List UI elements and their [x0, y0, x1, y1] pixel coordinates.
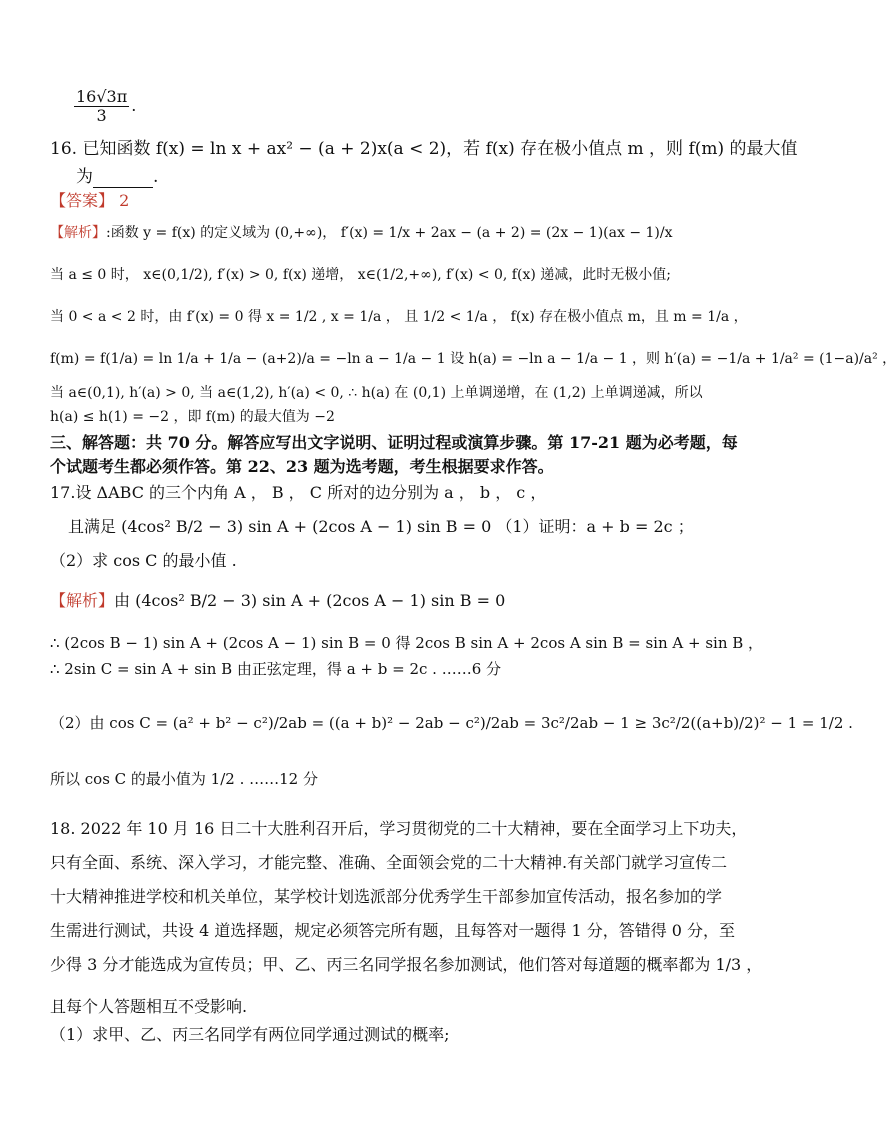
- q17-stem: 17.设 ΔABC 的三个内角 A ， B ， C 所对的边分别为 a ， b ， c ，: [50, 483, 547, 502]
- top-fraction-numerator: 16√3π: [76, 87, 128, 106]
- top-fraction-denominator: 3: [96, 106, 107, 125]
- answer-blank: [93, 171, 153, 188]
- q16-line4: f(m) = f(1/a) = ln 1/a + 1/a − (a+2)/a = −ln a − 1/a − 1 设 h(a) = −ln a − 1/a − 1 ，则 h′(a) = −1/a + 1/a² = (1−a)/a² ，: [50, 351, 896, 367]
- q16-stem2-prefix: 为: [76, 167, 93, 187]
- q17-analysis-label: 【解析】: [50, 591, 115, 610]
- q18-l7: （1）求甲、乙、丙三名同学有两位同学通过测试的概率;: [50, 1025, 450, 1044]
- q18-l2: 只有全面、系统、深入学习，才能完整、准确、全面领会党的二十大精神.有关部门就学习宣传二: [50, 853, 728, 872]
- answer-label: 【答案】: [50, 191, 115, 210]
- top-fraction-tail: .: [131, 96, 137, 115]
- section3-line2: 个试题考生都必须作答。第 22、23 题为选考题，考生根据要求作答。: [50, 457, 554, 476]
- q16-stem2: [76, 166, 796, 188]
- q16-answer: [50, 190, 770, 212]
- top-fraction: [72, 88, 792, 125]
- q18-l5: 少得 3 分才能选成为宣传员；甲、乙、丙三名同学报名参加测试，他们答对每道题的概率都为 1/3 ，: [50, 955, 763, 974]
- q16-line3: 当 0 < a < 2 时，由 f′(x) = 0 得 x = 1/2 , x = 1/a ， 且 1/2 < 1/a ， f(x) 存在极小值点 m，且 m = 1/a ，: [50, 309, 748, 325]
- q17-analysis-line1: [50, 590, 770, 612]
- q17-a5: 所以 cos C 的最小值为 1/2 . ……12 分: [50, 770, 318, 788]
- q18-l6: 且每个人答题相互不受影响.: [50, 997, 248, 1016]
- q17-condition: 且满足 (4cos² B/2 − 3) sin A + (2cos A − 1) sin B = 0 （1）证明：a + b = 2c ；: [68, 517, 694, 536]
- q16-analysis-line1: [50, 222, 770, 244]
- q17-a1-text: 由 (4cos² B/2 − 3) sin A + (2cos A − 1) sin B = 0: [114, 591, 506, 610]
- q17-a2: ∴ (2cos B − 1) sin A + (2cos A − 1) sin B = 0 得 2cos B sin A + 2cos A sin B = sin A + sin B ，: [50, 634, 764, 652]
- answer-value: 2: [119, 191, 130, 210]
- q16-line2: 当 a ≤ 0 时， x∈(0,1/2), f′(x) > 0, f(x) 递增， x∈(1/2,+∞), f′(x) < 0, f(x) 递减，此时无极小值;: [50, 267, 671, 283]
- q16-stem: 16. 已知函数 f(x) = ln x + ax² − (a + 2)x(a < 2)，若 f(x) 存在极小值点 m ，则 f(m) 的最大值: [50, 139, 798, 159]
- q17-part2: （2）求 cos C 的最小值 .: [50, 551, 237, 570]
- q18-l1: 18. 2022 年 10 月 16 日二十大胜利召开后，学习贯彻党的二十大精神，要在全面学习上下功夫，: [50, 819, 748, 838]
- q18-l3: 十大精神推进学校和机关单位，某学校计划选派部分优秀学生干部参加宣传活动，报名参加的学: [50, 887, 723, 906]
- analysis-label: 【解析】: [50, 225, 106, 241]
- q16-stem2-suffix: .: [153, 167, 159, 187]
- q17-a4: （2）由 cos C = (a² + b² − c²)/2ab = ((a + b)² − 2ab − c²)/2ab = 3c²/2ab − 1 ≥ 3c²/2((a+b)/2)² − 1 = 1/2 .: [50, 714, 853, 732]
- q16-line1-text: :函数 y = f(x) 的定义域为 (0,+∞)， f′(x) = 1/x + 2ax − (a + 2) = (2x − 1)(ax − 1)/x: [106, 225, 673, 241]
- q17-a3: ∴ 2sin C = sin A + sin B 由正弦定理，得 a + b = 2c . ……6 分: [50, 660, 502, 678]
- q16-line5: 当 a∈(0,1), h′(a) > 0, 当 a∈(1,2), h′(a) < 0, ∴ h(a) 在 (0,1) 上单调递增，在 (1,2) 上单调递减，所以: [50, 385, 703, 401]
- q18-l4: 生需进行测试，共设 4 道选择题，规定必须答完所有题，且每答对一题得 1 分，答错得 0 分，至: [50, 921, 736, 940]
- q16-line6: h(a) ≤ h(1) = −2 ，即 f(m) 的最大值为 −2: [50, 409, 335, 425]
- section3-line1: 三、解答题：共 70 分。解答应写出文字说明、证明过程或演算步骤。第 17-21 题为必考题，每: [50, 433, 738, 452]
